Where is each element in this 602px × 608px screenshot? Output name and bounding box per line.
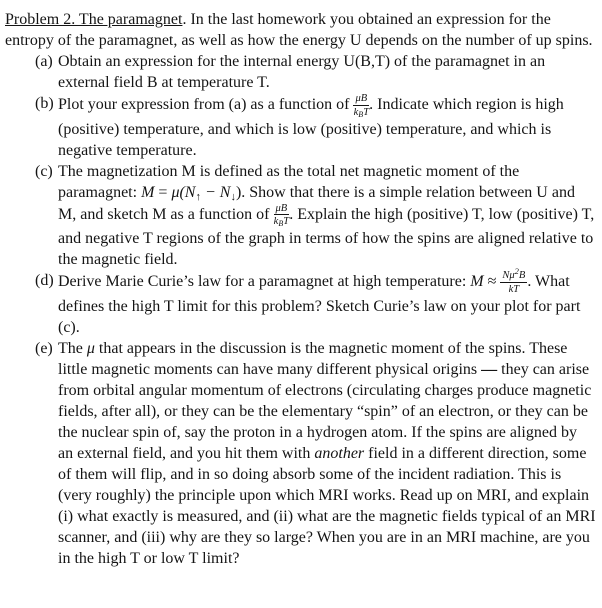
fraction-denominator: kT: [508, 283, 520, 295]
eq-equals: =: [154, 183, 172, 201]
den-k: k: [353, 106, 359, 118]
item-d-lead: Derive Marie Curie’s law for a paramagnet at high temperature:: [58, 272, 471, 290]
item-b-lead: Plot your expression from (a) as a function of: [58, 95, 354, 113]
eq-down-arrow: ↓: [230, 190, 236, 203]
eq-close-paren: ): [235, 183, 242, 201]
item-e-label: (e): [35, 339, 53, 357]
den-k: k: [273, 216, 279, 228]
fraction-denominator: [353, 106, 369, 119]
item-e-lead: The: [58, 339, 87, 357]
item-c-rest: . Explain the high (positive) T, low (positive) T, and negative T regions of the graph in terms of how the spins are aligned relative to the magnetic field.: [58, 205, 595, 268]
fraction-Nmu2B-over-kT: [500, 266, 527, 296]
eq-mu-open: μ(N: [171, 183, 196, 201]
intro-paragraph: [5, 9, 596, 51]
item-c-label: (c): [35, 162, 53, 180]
eq-M: M: [470, 272, 484, 290]
item-d-label: (d): [35, 272, 54, 289]
item-a-body: [58, 51, 596, 93]
item-b-rest: . Indicate which region is high (positive) temperature, and which is low (positive) temperature, and which is negative temperature.: [58, 95, 564, 159]
item-b-label: (b): [35, 95, 54, 112]
item-c-lead: The magnetization M is defined as the total net magnetic moment of the paramagnet:: [58, 162, 520, 201]
item-d-rest: . What defines the high T limit for this problem? Sketch Curie’s law on your plot for part (c).: [58, 272, 581, 336]
item-a-text: Obtain an expression for the internal energy U(B,T) of the paramagnet in an external field B at temperature T.: [58, 53, 546, 91]
fraction-muB-over-kBT: [274, 203, 290, 229]
den-T: T: [363, 106, 370, 118]
item-c-mid: . Show that there is a simple relation between U and M, and sketch M as a function of: [58, 183, 575, 223]
eq-minus-N: − N: [200, 183, 231, 201]
item-e-body: [58, 338, 596, 569]
another-emphasis: another: [314, 444, 365, 462]
den-k-subscript: B: [358, 109, 364, 119]
problem-title: Problem 2. The paramagnet: [5, 11, 183, 28]
magnetization-equation: [141, 184, 241, 201]
fraction-numerator: μB: [275, 202, 288, 214]
num-B: B: [518, 270, 526, 281]
item-b-body: [58, 93, 596, 161]
fraction-numerator: μB: [355, 93, 368, 104]
curie-law-equation: [470, 266, 527, 295]
den-T: T: [283, 216, 290, 228]
fraction-numerator: [500, 266, 527, 283]
item-d: [5, 266, 596, 338]
item-a-label: (a): [35, 53, 53, 70]
item-b: [5, 93, 596, 161]
fraction-denominator: [274, 215, 290, 228]
num-exponent-2: 2: [514, 266, 519, 276]
eq-M: M: [141, 183, 155, 201]
item-c: [5, 161, 596, 271]
item-d-body: [58, 266, 596, 338]
mu-symbol: μ: [86, 339, 95, 357]
fraction-muB-over-kBT: [353, 93, 369, 119]
item-a: [5, 51, 596, 93]
item-e: [5, 338, 596, 569]
item-c-body: [58, 161, 596, 271]
eq-up-arrow: ↑: [195, 190, 201, 203]
item-e-body2: they can arise from orbital angular momentum of electrons (circulating charges produce magnetic fields, after all), or they can be the elementary “spin” of an electron, or they can be the nuclear spin of, say the proton in a hydrogen atom. If the spins are aligned by an external field, and you hit them with: [58, 360, 592, 462]
item-e-body1: that appears in the discussion is the magnetic moment of the spins. These little magnetic moments can have many different physical origins: [58, 339, 568, 378]
eq-approx: ≈: [483, 272, 501, 290]
num-N-mu: Nμ: [502, 270, 515, 281]
em-dash: —: [481, 360, 498, 378]
den-k-subscript: B: [278, 219, 284, 229]
item-e-body3: field in a different direction, some of them will flip, and in so doing absorb some of the incident radiation. This is (very roughly) the principle upon which MRI works. Read up on MRI, and explain (i) what exactly is measured, and (ii) what are the magnetic fields typical of an MRI scanner, and (iii) why are they so large? When you are in an MRI machine, are you in the high T or low T limit?: [58, 444, 596, 567]
intro-text: . In the last homework you obtained an expression for the entropy of the paramagnet, as well as how the energy U depends on the number of up spins.: [5, 11, 593, 49]
